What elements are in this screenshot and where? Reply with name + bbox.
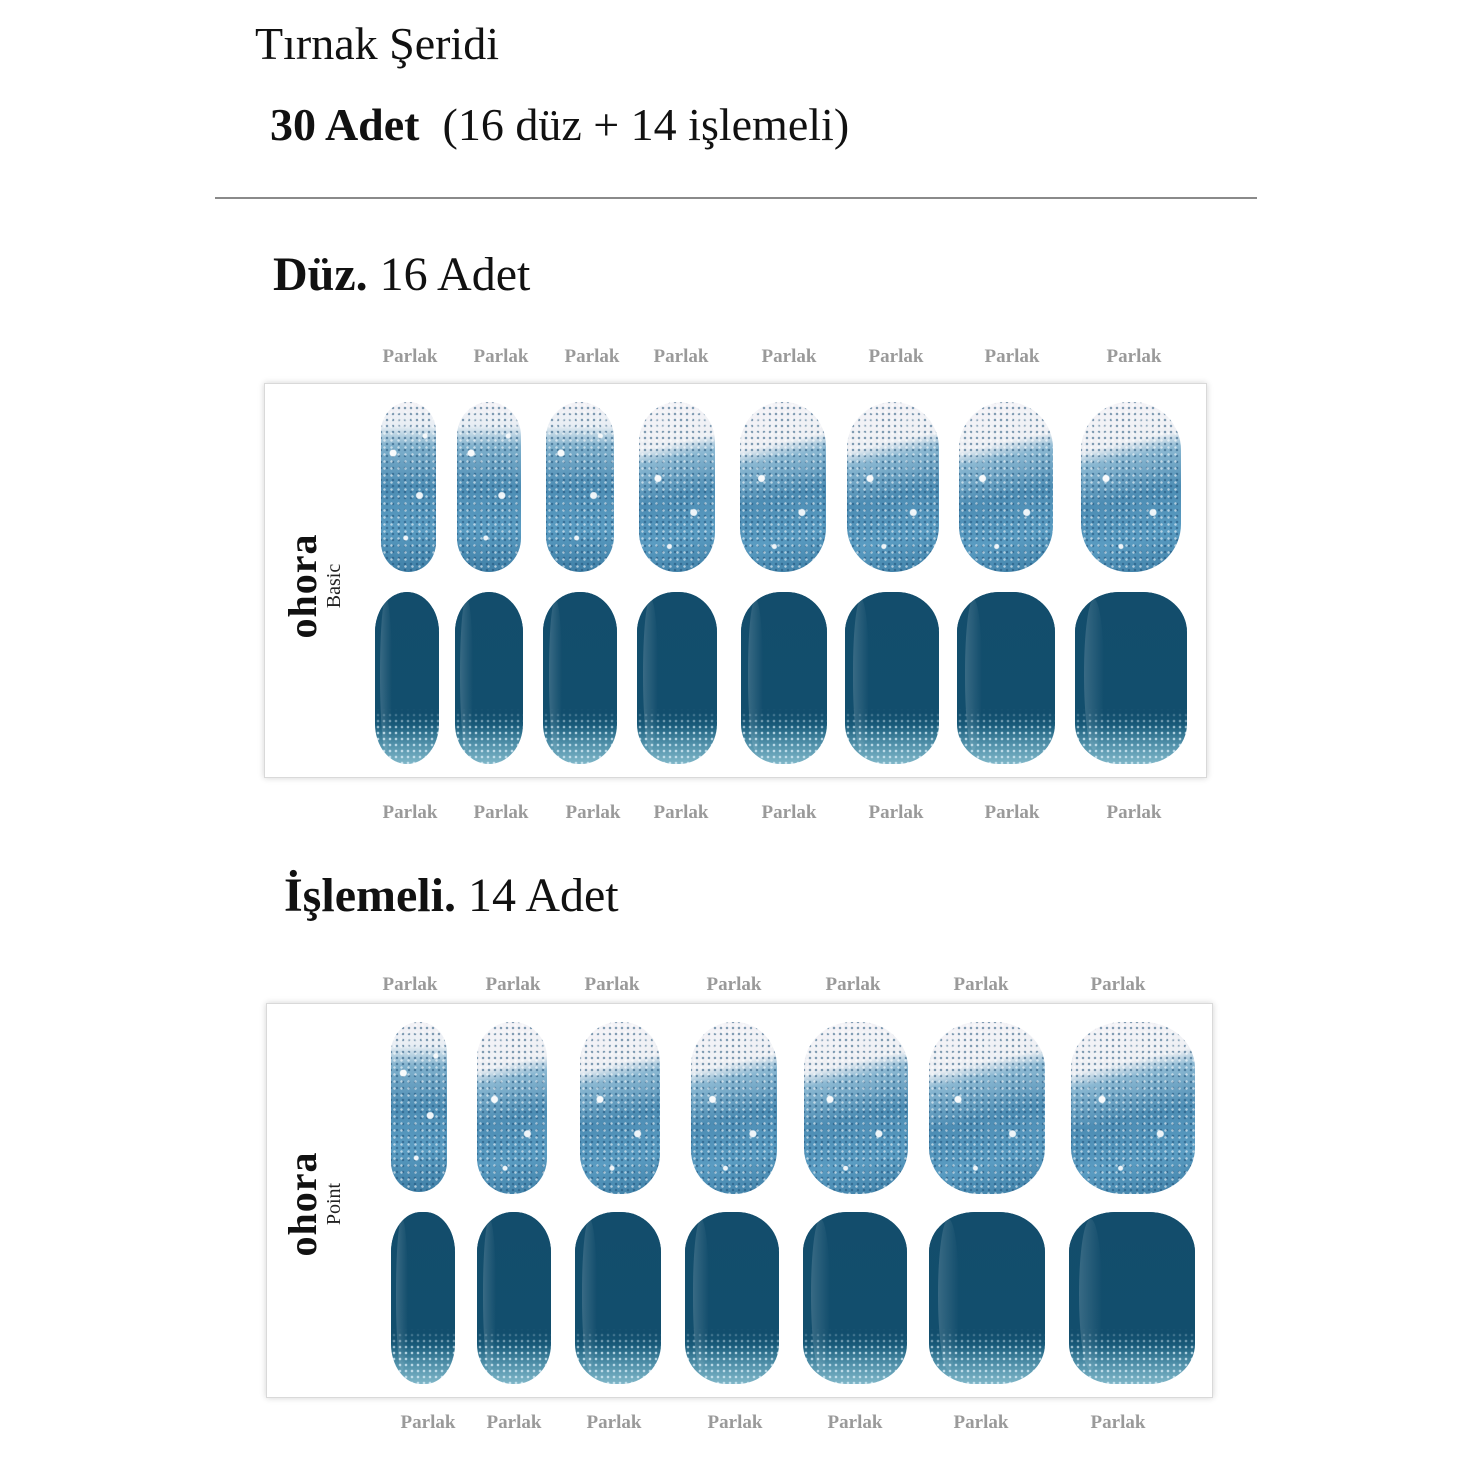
solid-teal-nail-sticker [391, 1212, 455, 1384]
finish-label: Parlak [485, 974, 541, 995]
piece-count [270, 95, 849, 155]
solid-teal-nail-sticker [1069, 1212, 1195, 1384]
solid-teal-nail-sticker [575, 1212, 661, 1384]
section-divider [215, 197, 1257, 199]
finish-label: Parlak [953, 974, 1009, 995]
finish-label: Parlak [473, 346, 529, 367]
finish-label: Parlak [984, 346, 1040, 367]
finish-label: Parlak [564, 346, 620, 367]
solid-teal-nail-sticker [685, 1212, 779, 1384]
solid-teal-nail-sticker [845, 592, 939, 764]
brand-type-label: Basic [323, 563, 345, 609]
page-title: Tırnak Şeridi [255, 18, 499, 69]
finish-label: Parlak [473, 802, 529, 823]
solid-teal-nail-sticker [477, 1212, 551, 1384]
piece-count-bold: 30 Adet [270, 99, 420, 150]
solid-teal-nail-sticker [637, 592, 717, 764]
finish-label: Parlak [761, 802, 817, 823]
finish-label: Parlak [761, 346, 817, 367]
solid-teal-nail-sticker [929, 1212, 1045, 1384]
finish-label: Parlak [706, 974, 762, 995]
glitter-nail-sticker [457, 402, 521, 572]
finish-label: Parlak [953, 1412, 1009, 1433]
point-nail-sheet [266, 1003, 1213, 1398]
glitter-nail-sticker [477, 1022, 547, 1194]
finish-label: Parlak [486, 1412, 542, 1433]
brand-logo: ohora [280, 1151, 325, 1257]
glitter-nail-sticker [959, 402, 1053, 572]
finish-label: Parlak [1106, 802, 1162, 823]
point-heading-count: 14 Adet [467, 869, 619, 922]
finish-label: Parlak [382, 346, 438, 367]
glitter-nail-sticker [691, 1022, 777, 1194]
glitter-nail-sticker [546, 402, 614, 572]
basic-heading-count: 16 Adet [379, 248, 531, 301]
finish-label: Parlak [586, 1412, 642, 1433]
finish-label: Parlak [653, 802, 709, 823]
finish-label: Parlak [1106, 346, 1162, 367]
finish-label: Parlak [584, 974, 640, 995]
glitter-nail-sticker [847, 402, 939, 572]
glitter-nail-sticker [804, 1022, 908, 1194]
finish-label: Parlak [382, 802, 438, 823]
glitter-nail-sticker [391, 1022, 447, 1192]
solid-teal-nail-sticker [741, 592, 827, 764]
solid-teal-nail-sticker [375, 592, 439, 764]
brand-type-label: Point [323, 1182, 345, 1226]
glitter-nail-sticker [1081, 402, 1181, 572]
glitter-nail-sticker [580, 1022, 660, 1194]
finish-label: Parlak [653, 346, 709, 367]
solid-teal-nail-sticker [543, 592, 617, 764]
finish-label: Parlak [868, 802, 924, 823]
finish-label: Parlak [565, 802, 621, 823]
glitter-nail-sticker [929, 1022, 1045, 1194]
piece-count-detail: (16 düz + 14 işlemeli) [442, 99, 850, 150]
finish-label: Parlak [1090, 974, 1146, 995]
finish-label: Parlak [707, 1412, 763, 1433]
basic-section-heading [273, 245, 530, 305]
point-section-heading [284, 866, 619, 926]
glitter-nail-sticker [740, 402, 826, 572]
solid-teal-nail-sticker [803, 1212, 907, 1384]
finish-label: Parlak [400, 1412, 456, 1433]
finish-label: Parlak [382, 974, 438, 995]
glitter-nail-sticker [381, 402, 436, 572]
solid-teal-nail-sticker [1075, 592, 1187, 764]
brand-logo: ohora [280, 533, 325, 639]
point-heading-bold: İşlemeli. [284, 869, 456, 922]
finish-label: Parlak [825, 974, 881, 995]
basic-brand-block [280, 516, 345, 656]
basic-heading-bold: Düz. [273, 248, 368, 301]
finish-label: Parlak [984, 802, 1040, 823]
glitter-nail-sticker [1071, 1022, 1195, 1194]
finish-label: Parlak [1090, 1412, 1146, 1433]
basic-nail-sheet [264, 383, 1207, 778]
solid-teal-nail-sticker [957, 592, 1055, 764]
point-brand-block [280, 1134, 345, 1274]
finish-label: Parlak [827, 1412, 883, 1433]
glitter-nail-sticker [639, 402, 715, 572]
finish-label: Parlak [868, 346, 924, 367]
solid-teal-nail-sticker [455, 592, 523, 764]
